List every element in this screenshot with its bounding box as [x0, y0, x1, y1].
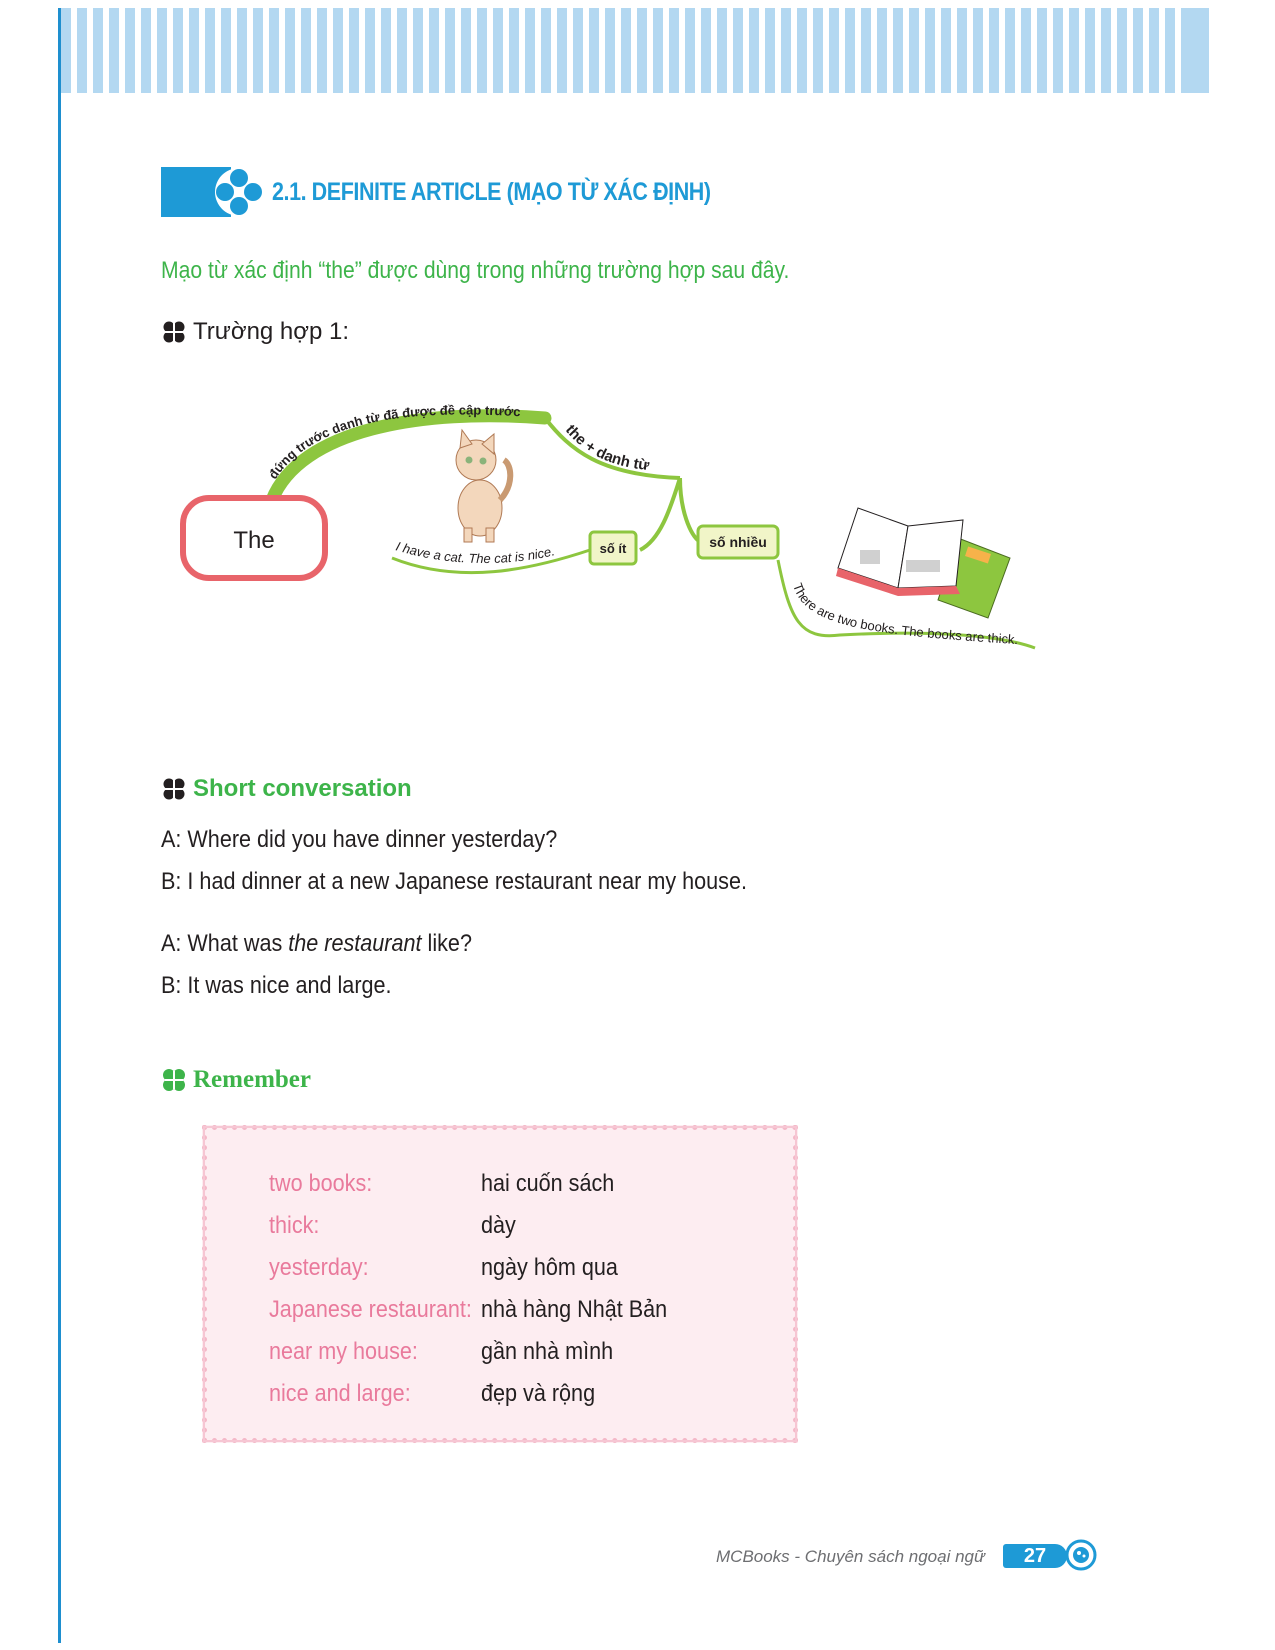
section-title: 2.1. DEFINITE ARTICLE (MẠO TỪ XÁC ĐỊNH)	[272, 178, 711, 206]
utterance-post: like?	[421, 930, 472, 957]
vocab-row	[269, 1212, 520, 1240]
header-stripe-band	[61, 8, 1209, 93]
utterance: I had dinner at a new Japanese restaurant near my house.	[187, 868, 747, 895]
vocab-row	[269, 1296, 688, 1324]
publisher-logo-icon	[1065, 1539, 1097, 1571]
vocab-definition: dày	[481, 1212, 516, 1239]
footer-publisher: MCBooks - Chuyên sách ngoại ngữ	[716, 1547, 985, 1566]
speaker: A:	[161, 930, 182, 957]
utterance: It was nice and large.	[187, 972, 392, 999]
utterance-pre: What was	[187, 930, 289, 957]
vocab-term: near my house:	[269, 1338, 418, 1365]
vocab-definition: gần nhà mình	[481, 1338, 614, 1365]
mindmap-root-label: The	[233, 527, 275, 554]
utterance-emphasis: the restaurant	[288, 930, 422, 957]
vocab-term: nice and large:	[269, 1380, 411, 1407]
example-singular: I have a cat. The cat is nice.	[394, 538, 557, 567]
vocab-definition: nhà hàng Nhật Bản	[481, 1296, 668, 1323]
vocab-term: Japanese restaurant:	[269, 1296, 472, 1323]
conversation-line	[161, 930, 472, 958]
mindmap-diagram	[180, 390, 1100, 690]
case-1-heading	[161, 318, 349, 346]
four-circle-section-icon	[212, 166, 266, 218]
books-illustration	[836, 508, 1010, 618]
page-number: 27	[1003, 1544, 1067, 1568]
cat-illustration	[456, 430, 510, 542]
remember-heading-label: Remember	[193, 1066, 311, 1093]
branch-mid-label: the + danh từ	[562, 421, 651, 475]
vocab-row	[269, 1254, 633, 1282]
conversation-heading	[161, 775, 412, 803]
page-left-rule	[58, 8, 61, 1643]
clover-bullet-icon	[161, 776, 187, 802]
conversation-line	[161, 868, 747, 896]
vocabulary-box	[202, 1125, 798, 1443]
green-clover-icon	[161, 1067, 187, 1093]
node-singular: số ít	[599, 541, 627, 556]
case-1-label: Trường hợp 1:	[193, 318, 350, 345]
utterance: Where did you have dinner yesterday?	[187, 826, 558, 853]
vocab-term: thick:	[269, 1212, 320, 1239]
vocab-definition: hai cuốn sách	[481, 1170, 615, 1197]
vocab-row	[269, 1380, 608, 1408]
remember-heading	[161, 1066, 311, 1094]
speaker: A:	[161, 826, 182, 853]
conversation-line	[161, 826, 557, 854]
speaker: B:	[161, 972, 182, 999]
vocab-term: yesterday:	[269, 1254, 369, 1281]
node-plural: số nhiều	[709, 534, 767, 550]
vocab-definition: đẹp và rộng	[481, 1380, 596, 1407]
header-stripe-end	[1183, 8, 1209, 93]
intro-text: Mạo từ xác định “the” được dùng trong những trường hợp sau đây.	[161, 257, 790, 284]
vocab-definition: ngày hôm qua	[481, 1254, 618, 1281]
vocab-term: two books:	[269, 1170, 373, 1197]
branch-top-label: đứng trước danh từ đã được đề cập trước	[265, 402, 521, 482]
clover-bullet-icon	[161, 319, 187, 345]
example-plural: There are two books. The books are thick.	[790, 580, 1019, 648]
speaker: B:	[161, 868, 182, 895]
vocab-row	[269, 1338, 628, 1366]
conversation-heading-label: Short conversation	[193, 775, 412, 802]
svg-text:I have a cat. The cat is nice.	[394, 539, 556, 567]
vocab-row	[269, 1170, 629, 1198]
conversation-line	[161, 972, 392, 1000]
